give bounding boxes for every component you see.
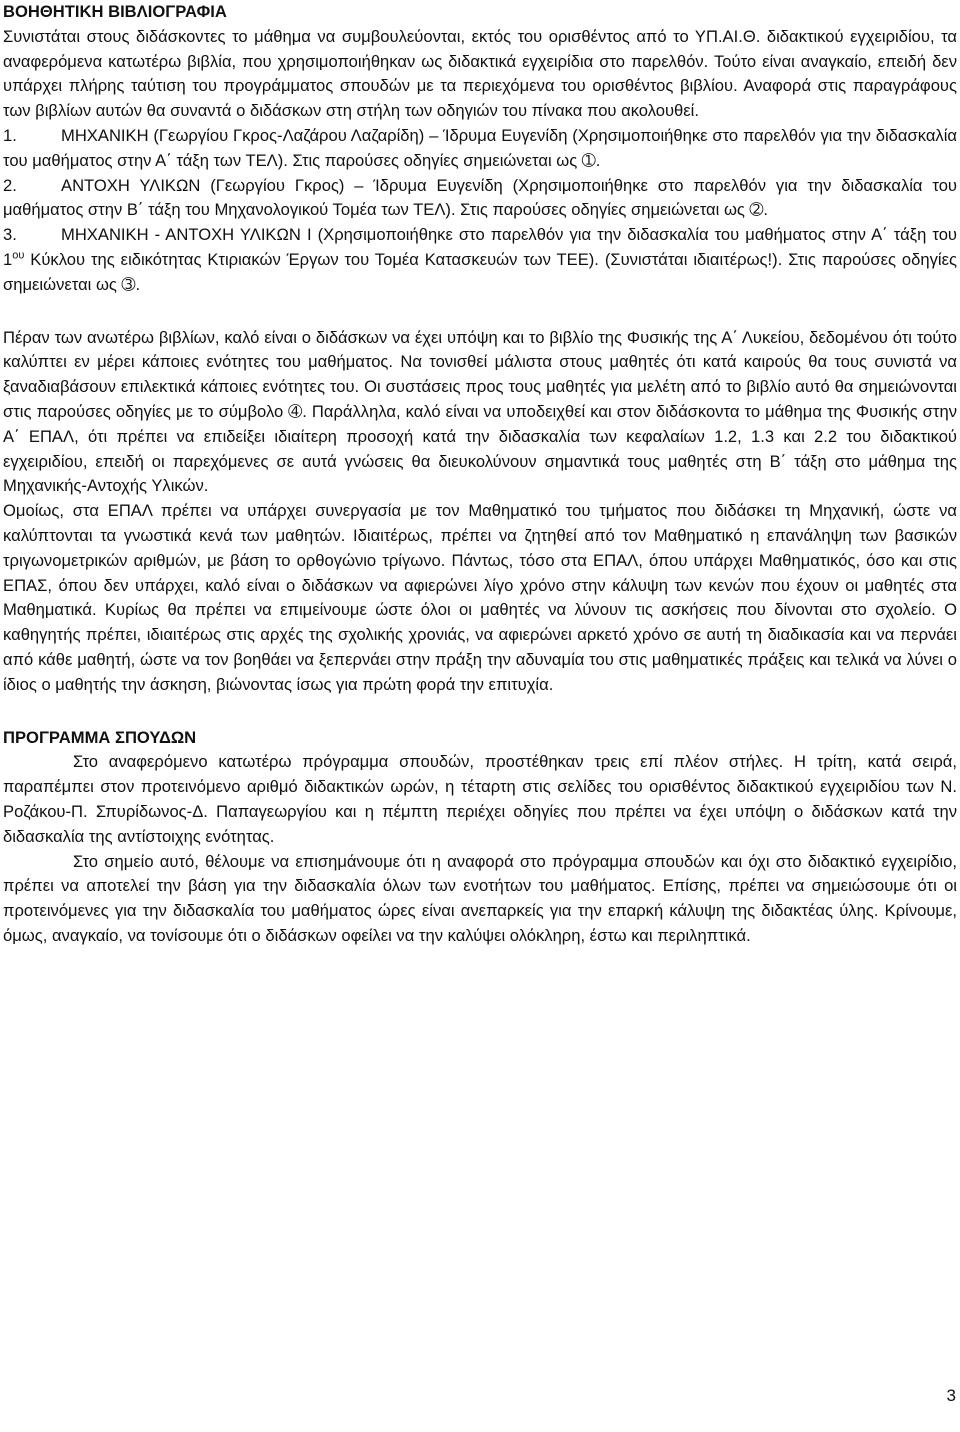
document-page	[3, 0, 957, 949]
list-item-text: ΑΝΤΟΧΗ ΥΛΙΚΩΝ (Γεωργίου Γκρος) – Ίδρυμα Ευγενίδη (Χρησιμοποιήθηκε στο παρελθόν για την διδασκαλία του μαθήματος στην Β΄ τάξη του Μηχανολογικού Τομέα των ΤΕΛ). Στις παρούσες οδηγίες σημειώνεται ως ➁.	[3, 175, 957, 220]
list-item-text-continued: Κύκλου της ειδικότητας Κτιριακών Έργων του Τομέα Κατασκευών των ΤΕΕ). (Συνιστάται ιδιαιτέρως!). Στις παρούσες οδηγίες σημειώνεται ως ➂.	[3, 249, 957, 294]
list-item	[3, 174, 957, 224]
page-number: 3	[946, 1386, 956, 1405]
spacer	[3, 698, 957, 726]
ordinal-superscript: ου	[12, 249, 25, 262]
list-item-number: 1.	[3, 125, 17, 145]
list-item-text: ΜΗΧΑΝΙΚΗ - ΑΝΤΟΧΗ ΥΛΙΚΩΝ Ι (Χρησιμοποιήθηκε στο παρελθόν για την διδασκαλία του μαθήματος στην Α΄ τάξη του 1	[3, 225, 957, 269]
bibliography-intro: Συνιστάται στους διδάσκοντες το μάθημα να συμβουλεύονται, εκτός του ορισθέντος από το ΥΠ.ΑΙ.Θ. διδακτικού εγχειριδίου, τα αναφερόμενα κατωτέρω βιβλία, που χρησιμοποιήθηκαν ως διδακτικά εγχειρίδια στο παρελθόν. Τούτο είναι αναγκαίο, επειδή δεν υπάρχει πλήρης ταύτιση του προγράμματος σπουδών με τα περιεχόμενα του ορισθέντος βιβλίου. Αναφορά στις παραγράφους των βιβλίων αυτών θα συναντά ο διδάσκων στη στήλη των οδηγιών του πίνακα που ακολουθεί.	[3, 26, 957, 121]
curriculum-paragraph: Στο αναφερόμενο κατωτέρω πρόγραμμα σπουδών, προστέθηκαν τρεις επί πλέον στήλες. Η τρίτη, κατά σειρά, παραπέμπει στον προτεινόμενο αριθμό διδακτικών ωρών, η τέταρτη στις σελίδες του ορισθέντος διδακτικού εγχειριδίου των Ν. Ροζάκου-Π. Σπυρίδωνος-Δ. Παπαγεωργίου και η πέμπτη περιέχει οδηγίες που πρέπει να έχει υπόψη ο διδάσκων κατά την διδασκαλία της αντίστοιχης ενότητας.	[3, 752, 957, 846]
math-paragraph: Ομοίως, στα ΕΠΑΛ πρέπει να υπάρχει συνεργασία με τον Μαθηματικό του τμήματος που διδάσκει τη Μηχανική, ώστε να καλύπτονται τα γνωστικά κενά των μαθητών. Ιδιαιτέρως, πρέπει να ζητηθεί από τον Μαθηματικό η επανάληψη των βασικών τριγωνομετρικών αριθμών, με βάση το ορθογώνιο τρίγωνο. Πάντως, τόσο στα ΕΠΑΛ, όπου υπάρχει Μαθηματικός, όσο και στις ΕΠΑΣ, όπου δεν υπάρχει, καλό είναι ο διδάσκων να αφιερώνει λίγο χρόνο στην κάλυψη των κενών που έχουν οι μαθητές στα Μαθηματικά. Κυρίως θα πρέπει να επιμείνουμε ώστε όλοι οι μαθητές να λύνουν τις ασκήσεις που δίνονται στο σχολείο. Ο καθηγητής πρέπει, ιδιαιτέρως στις αρχές της σχολικής χρονιάς, να αφιερώνει αρκετό χρόνο σε αυτή τη διαδικασία και να περνάει από κάθε μαθητή, ώστε να τον βοηθάει να ξεπερνάει στην πράξη την αδυναμία του στις μαθηματικές πράξεις και τελικά να λύνει ο ίδιος ο μαθητής την άσκηση, βιώνοντας ίσως για πρώτη φορά την επιτυχία.	[3, 501, 957, 694]
list-item	[3, 124, 957, 174]
list-item	[3, 223, 957, 297]
list-item-number: 2.	[3, 175, 17, 195]
bibliography-heading: ΒΟΗΘΗΤΙΚΗ ΒΙΒΛΙΟΓΡΑΦΙΑ	[3, 2, 227, 21]
list-item-number: 3.	[3, 225, 17, 245]
curriculum-heading: ΠΡΟΓΡΑΜΜΑ ΣΠΟΥΔΩΝ	[3, 727, 197, 747]
spacer	[3, 298, 957, 326]
physics-paragraph: Πέραν των ανωτέρω βιβλίων, καλό είναι ο διδάσκων να έχει υπόψη και το βιβλίο της Φυσικής της Α΄ Λυκείου, δεδομένου ότι τούτο καλύπτει εν μέρει κάποιες ενότητες του μαθήματος. Να τονισθεί μάλιστα στους μαθητές ότι κατά καιρούς θα τους συνιστά να ξαναδιαβάσουν επιλεκτικά κάποιες ενότητες του. Οι συστάσεις προς τους μαθητές για μελέτη από το βιβλίο αυτό θα σημειώνονται στις παρούσες οδηγίες με το σύμβολο ➃. Παράλληλα, καλό είναι να υποδειχθεί και στον διδάσκοντα το μάθημα της Φυσικής στην Α΄ ΕΠΑΛ, ότι πρέπει να επιδείξει ιδιαίτερη προσοχή κατά την διδασκαλία των κεφαλαίων 1.2, 1.3 και 2.2 του διδακτικού εγχειριδίου, επειδή οι παρεχόμενες σε αυτά γνώσεις θα διευκολύνουν σημαντικά τους μαθητές στη Β΄ τάξη στο μάθημα της Μηχανικής-Αντοχής Υλικών.	[3, 327, 957, 496]
curriculum-paragraph: Στο σημείο αυτό, θέλουμε να επισημάνουμε ότι η αναφορά στο πρόγραμμα σπουδών και όχι στο διδακτικό εγχειρίδιο, πρέπει να αποτελεί την βάση για την διδασκαλία όλων των ενοτήτων του μαθήματος. Επίσης, πρέπει να σημειώσουμε ότι οι προτεινόμενες για την διδασκαλία του μαθήματος ώρες είναι ανεπαρκείς για την επαρκή κάλυψη της διδακτέας ύλης. Κρίνουμε, όμως, αναγκαίο, να τονίσουμε ότι ο διδάσκων οφείλει να την καλύψει ολόκληρη, έστω και περιληπτικά.	[3, 851, 957, 945]
list-item-text: ΜΗΧΑΝΙΚΗ (Γεωργίου Γκρος-Λαζάρου Λαζαρίδη) – Ίδρυμα Ευγενίδη (Χρησιμοποιήθηκε στο παρελθόν για την διδασκαλία του μαθήματος στην Α΄ τάξη των ΤΕΛ). Στις παρούσες οδηγίες σημειώνεται ως ➀.	[3, 125, 957, 170]
